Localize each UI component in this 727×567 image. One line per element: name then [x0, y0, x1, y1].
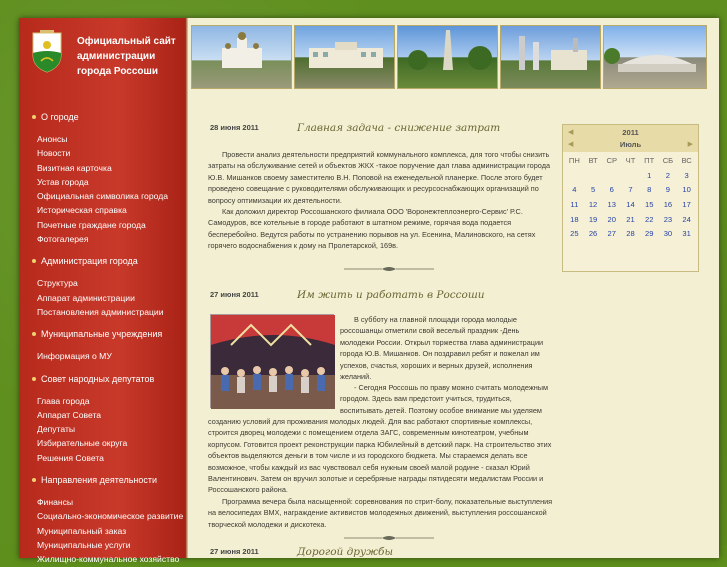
cathedral-image: [192, 26, 293, 90]
calendar-weekday: ЧТ: [625, 156, 636, 165]
calendar-day[interactable]: 5: [590, 185, 596, 195]
menu-item-symbols[interactable]: Официальная символика города: [37, 191, 168, 202]
calendar-day[interactable]: 13: [607, 200, 616, 210]
calendar-month: Июль: [619, 140, 642, 149]
calendar-header: [563, 125, 698, 152]
header-photo-strip: [191, 25, 713, 89]
news-title-link[interactable]: Им жить и работать в Россоши: [297, 289, 485, 301]
menu-item-structure[interactable]: Структура: [37, 278, 78, 289]
calendar-day[interactable]: 25: [570, 229, 579, 239]
administration-building-image: [295, 26, 396, 90]
menu-section-administration[interactable]: Администрация города: [19, 252, 185, 270]
calendar-day[interactable]: 24: [682, 214, 691, 224]
calendar-day[interactable]: 16: [663, 200, 673, 210]
ornament-divider-icon: [344, 265, 434, 273]
header-photo-monument: [397, 25, 498, 89]
menu-item-housing[interactable]: Жилищно-коммунальное хозяйство: [37, 554, 180, 565]
calendar-day[interactable]: 3: [684, 170, 689, 180]
news-body: Провести анализ деятельности предприятий коммунального комплекса, для того чтобы снизить затраты на обслуживание сетей и объектов ЖКХ -такое поручение дал глава администрации города Ю.В. Мишанков своему заместителю В.Н. Поповой на еженедельной планерке. После этого будет проведено совещание с руководителями обслуживающих и ресурсоснабжающих организаций по вопросу оптимизации их деятельности. Как доложил директор Россошанского филиала ООО 'Воронежтеплоэнерго-Сервис' Р.С. Самодуров, все котельные в городе работают в штатном режиме, горячая вода подается бесперебойно. Ведутся работы по устранению порывов на ул. Есенина, Малиновского, на сетях горячего водоснабжения к дому на Пролетарской, 169в.: [208, 150, 551, 251]
calendar-weekday: ПН: [568, 156, 580, 165]
header-photo-administration: [294, 25, 395, 89]
chemical-plant-image: [501, 26, 602, 90]
calendar-day[interactable]: 20: [607, 214, 616, 224]
calendar-day[interactable]: 19: [588, 214, 598, 224]
menu-item-honorary-citizens[interactable]: Почетные граждане города: [37, 219, 146, 230]
calendar-day[interactable]: 30: [663, 229, 673, 239]
menu-item-charter[interactable]: Устав города: [37, 176, 89, 187]
calendar-day[interactable]: 28: [626, 229, 635, 239]
menu-item-resolutions[interactable]: Постановления администрации: [37, 306, 164, 317]
calendar-empty-cell: [621, 169, 640, 184]
menu-section-council[interactable]: Совет народных депутатов: [19, 370, 185, 388]
news-title-link[interactable]: Дорогой дружбы: [297, 546, 393, 558]
calendar-day[interactable]: 12: [588, 200, 598, 210]
prev-month-icon[interactable]: ◀: [568, 140, 574, 148]
news-body-continued: - Сегодня Россошь по праву можно считать молодежным городом. Здесь вам предстоит учиться, трудиться, воспитывать детей. Поэтому особое внимание мы уделяем: [340, 383, 548, 415]
calendar-day[interactable]: 1: [647, 170, 652, 180]
menu-item-services[interactable]: Муниципальные услуги: [37, 539, 131, 550]
header-photo-sports-complex: [603, 25, 707, 89]
calendar-widget: [562, 124, 699, 272]
next-month-icon[interactable]: ▶: [687, 140, 693, 148]
news-date: 27 июня 2011: [210, 547, 259, 556]
calendar-day[interactable]: 4: [572, 185, 577, 195]
menu-item-districts[interactable]: Избирательные округа: [37, 438, 128, 449]
menu-section-activities[interactable]: Направления деятельности: [19, 471, 185, 489]
menu-item-council-decisions[interactable]: Решения Совета: [37, 452, 104, 463]
calendar-empty-cell: [565, 169, 584, 184]
menu-item-mu-info[interactable]: Информация о МУ: [37, 351, 112, 362]
menu-item-finance[interactable]: Финансы: [37, 497, 74, 508]
menu-section-about[interactable]: О городе: [19, 108, 185, 126]
calendar-year: 2011: [622, 128, 639, 137]
menu-item-photo-gallery[interactable]: Фотогалерея: [37, 234, 89, 245]
calendar-weekday: ВС: [681, 156, 692, 165]
calendar-day[interactable]: 7: [628, 185, 633, 195]
menu-item-socio-economic[interactable]: Социально-экономическое развитие: [37, 511, 184, 522]
menu-item-deputies[interactable]: Депутаты: [37, 424, 76, 435]
calendar-day[interactable]: 22: [644, 214, 654, 224]
calendar-day[interactable]: 9: [665, 185, 671, 195]
menu-item-history[interactable]: Историческая справка: [37, 205, 127, 216]
site-title[interactable]: Официальный сайт администрации города Россоши: [77, 36, 176, 77]
sports-complex-image: [604, 26, 708, 90]
menu-item-procurement[interactable]: Муниципальный заказ: [37, 525, 127, 536]
calendar-day[interactable]: 15: [644, 200, 654, 210]
calendar-empty-cell: [602, 169, 621, 184]
calendar-day[interactable]: 2: [665, 170, 671, 180]
menu-item-news[interactable]: Новости: [37, 148, 71, 159]
news-date: 27 июня 2011: [210, 290, 259, 299]
header-photo-cathedral: [191, 25, 292, 89]
calendar-empty-cell: [584, 169, 603, 184]
menu-item-city-head[interactable]: Глава города: [37, 395, 90, 406]
calendar-weekday: СБ: [662, 156, 674, 165]
calendar-day[interactable]: 6: [609, 185, 614, 195]
calendar-day[interactable]: 14: [626, 200, 635, 210]
news-photo[interactable]: [210, 314, 334, 408]
calendar-day[interactable]: 21: [626, 214, 635, 224]
prev-year-icon[interactable]: ◀: [568, 128, 574, 136]
calendar-day[interactable]: 11: [570, 200, 579, 210]
monument-image: [398, 26, 499, 90]
calendar-day[interactable]: 10: [682, 185, 691, 195]
news-date: 28 июня 2011: [210, 123, 259, 132]
sidebar: [19, 18, 185, 565]
page-container: [19, 18, 719, 565]
menu-item-council-office[interactable]: Аппарат Совета: [37, 409, 102, 420]
menu-item-admin-office[interactable]: Аппарат администрации: [37, 292, 135, 303]
sidebar-edge: [185, 18, 188, 558]
header-photo-plant: [500, 25, 601, 89]
news-list: [194, 96, 559, 566]
youth-day-photo-image: [211, 315, 335, 409]
menu-item-announcements[interactable]: Анонсы: [37, 134, 68, 144]
news-body: В субботу на главной площади города молодые россошанцы отметили свой веселый праздник -День молодежи России. Открыл торжества глава администрации города Ю.В. Мишанков. Он поздравил ребят и пожелал им успехов, счастья, хороших и верных друзей, исполнения желаний.: [340, 315, 544, 382]
menu-item-business-card[interactable]: Визитная карточка: [37, 162, 112, 173]
calendar-day[interactable]: 23: [663, 214, 673, 224]
calendar-day[interactable]: 27: [607, 229, 616, 239]
sidebar-menu: [19, 108, 185, 567]
ornament-divider-icon: [344, 534, 434, 542]
calendar-day[interactable]: 29: [644, 229, 654, 239]
calendar-day[interactable]: 18: [570, 214, 579, 224]
calendar-grid: [563, 152, 698, 244]
menu-section-municipal-institutions[interactable]: Муниципальные учреждения: [19, 325, 185, 343]
calendar-weekday: СР: [606, 156, 618, 165]
news-title-link[interactable]: Главная задача - снижение затрат: [297, 122, 501, 134]
calendar-weekday: ВТ: [588, 156, 598, 165]
site-header: [19, 18, 185, 90]
calendar-day[interactable]: 17: [682, 200, 691, 210]
city-emblem-icon[interactable]: [31, 31, 63, 73]
calendar-day[interactable]: 31: [682, 229, 691, 239]
calendar-weekday: ПТ: [644, 156, 655, 165]
calendar-day[interactable]: 8: [647, 185, 652, 195]
news-body-lower: созданию условий для проживания молодых людей. Для вас работают спортивные комплексы, строится дворец молодежи с помещением отдела ЗАГС, современным кинотеатром, учебным корпусом. Готовится проект реконструкции парка Юбилейный в детский парк. На строительство этих объектов выделяются деньги в том числе и из городского бюджета. Мы стараемся делать все возможное, чтобы каждый из вас чувствовал себя нужным своей малой родине - сказал Юрий Валентинович. Затем он вручил золотые и серебряные награды пятидесяти медалистам России и Россошанского района. Программа вечера была насыщенной: соревнования по стрит-болу, показательные выступления на велосипедах BMX, награждение активистов молодежных движений, выступления россошанской творческой молодежи и дискотека.: [208, 417, 553, 529]
calendar-day[interactable]: 26: [588, 229, 598, 239]
